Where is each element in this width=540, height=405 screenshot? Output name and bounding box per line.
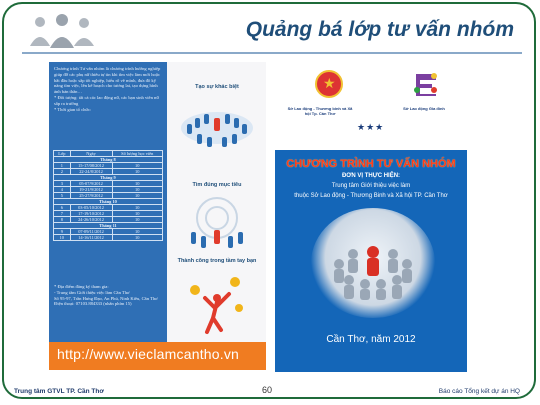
flyer-left (49, 62, 266, 370)
flyer-right (275, 62, 467, 372)
flyer-left-intro: Chương trình Tư vấn nhóm là chương trình hướng nghiệp giúp đỡ các phụ nữ thiếu tự tin khi tìm việc làm mới hoặc bắt đầu hoặc sắp tốt nghiệp, hiểu rõ về mình, đưa đồ kỹ năng tìm việc, lên kế hoạch cho tương lai, tạo dựng hình ảnh bản thân… (54, 66, 161, 95)
step-label-1: Tạo sự khác biệt (195, 84, 239, 90)
contact-line: * Địa điểm đăng ký tham gia: (54, 284, 109, 289)
table-header: Ngày (70, 151, 112, 157)
table-cell: 10 (112, 193, 163, 199)
table-cell: 15-17/08/2012 (70, 163, 112, 169)
table-cell: 10 (54, 235, 71, 241)
unit-line-2: thuộc Sở Lao động - Thương Binh và Xã hội TP. Cần Thơ (294, 193, 448, 199)
table-header: Số lượng học viên (112, 151, 163, 157)
slide-title: Quảng bá lớp tư vấn nhóm (245, 18, 514, 41)
people-silhouette-icon (18, 10, 108, 50)
table-cell: 10 (112, 229, 163, 235)
group-meeting-image (311, 208, 435, 318)
month-label: Tháng 9 (54, 175, 163, 181)
month-label: Tháng 10 (54, 199, 163, 205)
footer-organization: Trung tâm GTVL TP. Cần Thơ (14, 388, 104, 395)
table-cell: 10 (112, 205, 163, 211)
table-cell: 9 (54, 229, 71, 235)
table-cell: 6 (54, 205, 71, 211)
month-label: Tháng 11 (54, 223, 163, 229)
program-title: CHƯƠNG TRÌNH TƯ VẤN NHÓM (286, 158, 456, 170)
table-cell: 19-21/9/2012 (70, 187, 112, 193)
table-row (54, 235, 163, 241)
page-number: 60 (262, 385, 273, 395)
table-cell: 2 (54, 169, 71, 175)
reaching-figure-icon (177, 268, 257, 338)
table-cell: 24-26/10/2012 (70, 217, 112, 223)
unit-line-1: Trung tâm Giới thiệu việc làm (331, 183, 411, 189)
contact-line: Điện thoại: 07103.884333 (nhấn phím 15) (54, 301, 132, 307)
crowd-circle-icon (177, 94, 257, 150)
org-left-label: Sở Lao động - Thương binh và Xã hội Tp. Cần Thơ (287, 106, 353, 116)
table-cell: 22-24/8/2012 (70, 169, 112, 175)
table-cell: 03-05/10/2012 (70, 205, 112, 211)
table-cell: 10 (112, 163, 163, 169)
table-cell: 5 (54, 193, 71, 199)
table-cell: 10 (112, 187, 163, 193)
contact-line: Số 95-97, Trần Hưng Đạo, An Phú, Ninh Kiều, Cần Thơ (54, 295, 158, 301)
table-header: Lớp (54, 151, 71, 157)
contact-line: - Trung tâm Giới thiệu việc làm Cần Thơ (54, 289, 130, 295)
table-cell: 1 (54, 163, 71, 169)
website-url: http://www.vieclamcantho.vn (57, 346, 240, 362)
month-label: Tháng 8 (54, 157, 163, 163)
table-cell: 17-19/10/2012 (70, 211, 112, 217)
table-cell: 7 (54, 211, 71, 217)
flyer-left-contact (54, 284, 164, 307)
schedule-table (53, 150, 163, 241)
table-cell: 05-07/9/2012 (70, 181, 112, 187)
table-cell: 10 (112, 181, 163, 187)
table-cell: 10 (112, 217, 163, 223)
flyer-date: Cần Thơ, năm 2012 (326, 334, 416, 345)
table-cell: 8 (54, 217, 71, 223)
target-figures-icon (177, 192, 257, 252)
table-cell: 4 (54, 187, 71, 193)
table-cell: 14-16/11/2012 (70, 235, 112, 241)
table-cell: 07-09/11/2012 (70, 229, 112, 235)
unit-label: ĐƠN VỊ THỰC HIỆN: (341, 173, 401, 179)
table-cell: 3 (54, 181, 71, 187)
flyer-left-time-label: * Thời gian tổ chức: (54, 106, 92, 112)
step-label-3: Thành công trong tầm tay bạn (177, 258, 257, 264)
partner-logo-icon (412, 70, 438, 98)
flyer-left-target: * Đối tượng: tất cả các lao động nữ, các bạn sinh viên nữ sắp ra trường (54, 94, 159, 106)
flyer-left-intro-block (54, 66, 164, 112)
header-divider (22, 52, 522, 54)
footer-report-title: Báo cáo Tổng kết dự án HQ (438, 388, 520, 395)
national-emblem-icon (315, 70, 343, 98)
step-label-2: Tìm đúng mục tiêu (192, 182, 242, 188)
crowd-figures-icon (325, 230, 421, 300)
decorative-stars: ★★★ (357, 122, 385, 132)
table-cell: 10 (112, 169, 163, 175)
org-right-label: Sở Lao động Gia đình (403, 106, 445, 111)
table-cell: 10 (112, 211, 163, 217)
table-cell: 25-27/9/2012 (70, 193, 112, 199)
table-cell: 10 (112, 235, 163, 241)
schedule-table-body (54, 157, 163, 241)
